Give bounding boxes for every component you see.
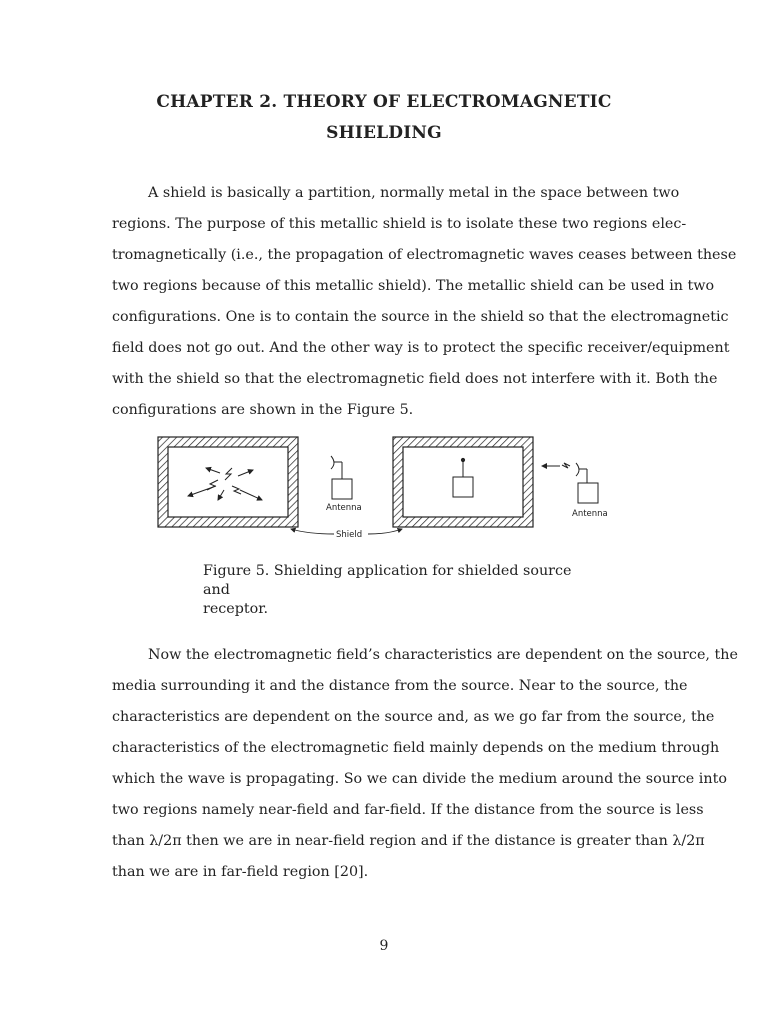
incoming-field-arrow (542, 463, 570, 468)
page-number: 9 (379, 938, 389, 954)
paragraph-line: than we are in far-field region [20]. (112, 864, 369, 880)
figure-caption-line-1: Figure 5. Shielding application for shielded source and (203, 563, 572, 598)
paragraph-shield-definition (112, 178, 737, 426)
paragraph-near-far-field (112, 640, 738, 888)
antenna-icon-left (331, 456, 352, 499)
antenna-label-left: Antenna (326, 503, 362, 513)
paragraph-line: tromagnetically (i.e., the propagation of electromagnetic waves ceases between these (112, 247, 737, 263)
paragraph-line: with the shield so that the electromagnetic field does not interfere with it. Both the (112, 371, 718, 387)
figure-caption (203, 562, 583, 619)
paragraph-line: configurations. One is to contain the source in the shield so that the electromagnetic (112, 309, 729, 325)
left-shield-enclosure (158, 437, 298, 527)
paragraph-line: configurations are shown in the Figure 5. (112, 402, 414, 418)
paragraph-line: characteristics are dependent on the source and, as we go far from the source, the (112, 709, 715, 725)
paragraph-line: than λ/2π then we are in near-field region and if the distance is greater than λ/2π (112, 833, 705, 849)
paragraph-line: regions. The purpose of this metallic shield is to isolate these two regions elec- (112, 216, 687, 232)
paragraph-line: which the wave is propagating. So we can divide the medium around the source into (112, 771, 727, 787)
paragraph-line: two regions namely near-field and far-field. If the distance from the source is less (112, 802, 704, 818)
paragraph-line: two regions because of this metallic shield). The metallic shield can be used in two (112, 278, 715, 294)
shielding-figure (148, 430, 618, 545)
chapter-title-line-2: SHIELDING (326, 123, 442, 143)
figure-caption-line-2: receptor. (203, 601, 269, 617)
antenna-label-right: Antenna (572, 509, 608, 519)
antenna-icon-right (576, 463, 598, 503)
chapter-title-line-1: CHAPTER 2. THEORY OF ELECTROMAGNETIC (156, 92, 612, 112)
paragraph-line: Now the electromagnetic field’s characteristics are dependent on the source, the (148, 647, 738, 663)
shield-label: Shield (336, 530, 363, 540)
paragraph-line: field does not go out. And the other way is to protect the specific receiver/equipment (112, 340, 730, 356)
paragraph-line: characteristics of the electromagnetic field mainly depends on the medium through (112, 740, 720, 756)
paragraph-line: media surrounding it and the distance from the source. Near to the source, the (112, 678, 688, 694)
paragraph-line: A shield is basically a partition, normally metal in the space between two (148, 185, 680, 201)
